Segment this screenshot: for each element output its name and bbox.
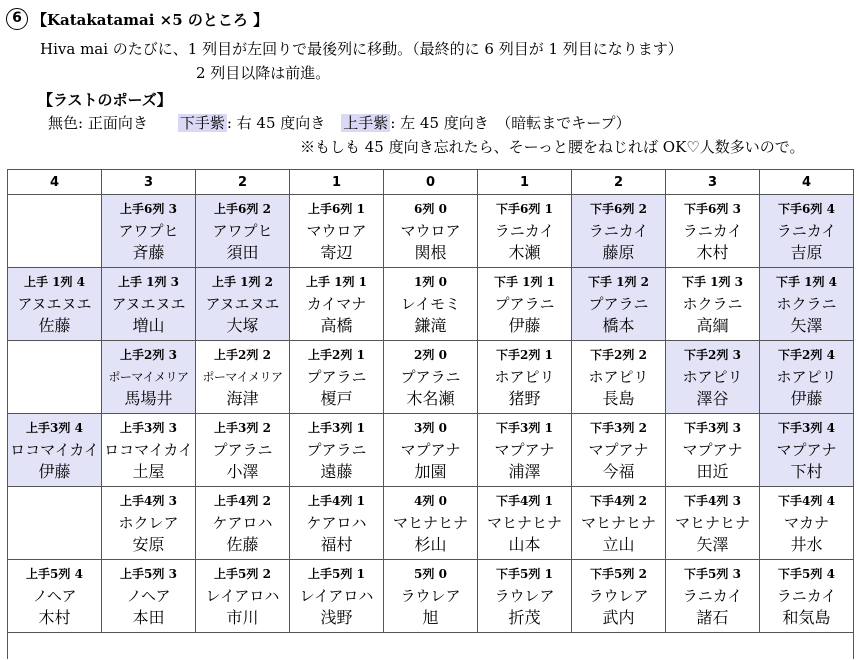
formation-cell xyxy=(478,414,572,487)
cell-position: 上手2列 3 xyxy=(120,348,177,362)
formation-cell xyxy=(760,414,854,487)
column-header: 2 xyxy=(572,170,666,195)
cell-song: ノヘア xyxy=(126,587,171,605)
cell-position: 下手5列 1 xyxy=(496,567,553,581)
cell-dancer-name: 小澤 xyxy=(226,462,259,481)
cell-position: 下手4列 1 xyxy=(496,494,553,508)
formation-cell xyxy=(572,560,666,633)
formation-cell xyxy=(102,487,196,560)
cell-song: アヌエヌエ xyxy=(205,295,280,313)
pose-upper-rest: : 左 45 度向き （暗転までキープ） xyxy=(390,114,631,132)
cell-dancer-name: 木村 xyxy=(696,243,729,262)
formation-cell xyxy=(666,560,760,633)
section-title: 【Katakatamai ×5 のところ 】 xyxy=(32,11,269,29)
cell-position: 4列 0 xyxy=(414,494,447,508)
cell-position: 3列 0 xyxy=(414,421,447,435)
cell-position: 上手2列 2 xyxy=(214,348,271,362)
section-number-badge: 6 xyxy=(6,8,28,30)
formation-cell xyxy=(290,268,384,341)
cell-dancer-name: 須田 xyxy=(226,243,259,262)
formation-cell xyxy=(384,341,478,414)
cell-song: ホクレア xyxy=(118,514,179,532)
cell-dancer-name: 旭 xyxy=(422,608,439,627)
cell-song: プアラニ xyxy=(494,295,555,313)
formation-cell xyxy=(572,341,666,414)
column-header: 3 xyxy=(666,170,760,195)
cell-position: 6列 0 xyxy=(414,202,447,216)
cell-dancer-name: 伊藤 xyxy=(790,389,823,408)
cell-song: ラウレア xyxy=(400,587,461,605)
cell-position: 1列 0 xyxy=(414,275,447,289)
cell-song: アワプヒ xyxy=(212,222,273,240)
column-header: 0 xyxy=(384,170,478,195)
cell-dancer-name: 井水 xyxy=(790,535,823,554)
cell-song: ロコマイカイ xyxy=(104,441,193,459)
cell-position: 下手4列 2 xyxy=(590,494,647,508)
cell-position: 上手5列 1 xyxy=(308,567,365,581)
cell-dancer-name: 木名瀬 xyxy=(406,389,455,408)
formation-cell xyxy=(478,195,572,268)
section-header xyxy=(0,0,860,165)
cell-position: 上手4列 3 xyxy=(120,494,177,508)
formation-cell xyxy=(196,195,290,268)
cell-dancer-name: 増山 xyxy=(132,316,165,335)
cell-song: ラニカイ xyxy=(494,222,555,240)
formation-cell xyxy=(196,341,290,414)
cell-song: ホクラニ xyxy=(682,295,743,313)
formation-cell xyxy=(8,414,102,487)
pose-plain: 無色: 正面向き xyxy=(48,114,148,132)
formation-body xyxy=(8,195,854,633)
cell-dancer-name: 遠藤 xyxy=(320,462,353,481)
cell-dancer-name: 木瀬 xyxy=(508,243,541,262)
cell-song: プアラニ xyxy=(212,441,273,459)
table-bottom-margin xyxy=(7,629,854,659)
cell-dancer-name: 福村 xyxy=(320,535,353,554)
cell-position: 上手6列 3 xyxy=(120,202,177,216)
formation-cell xyxy=(572,195,666,268)
cell-dancer-name: 馬場井 xyxy=(124,389,173,408)
cell-dancer-name: 本田 xyxy=(132,608,165,627)
cell-dancer-name: 伊藤 xyxy=(508,316,541,335)
cell-song: ラニカイ xyxy=(588,222,649,240)
formation-cell xyxy=(666,268,760,341)
formation-cell xyxy=(760,560,854,633)
cell-dancer-name: 吉原 xyxy=(790,243,823,262)
cell-song: マプアナ xyxy=(682,441,743,459)
cell-dancer-name: 市川 xyxy=(226,608,259,627)
formation-row xyxy=(8,341,854,414)
formation-cell xyxy=(760,487,854,560)
formation-cell xyxy=(8,560,102,633)
formation-cell xyxy=(102,341,196,414)
cell-position: 上手4列 2 xyxy=(214,494,271,508)
cell-position: 上手3列 3 xyxy=(120,421,177,435)
cell-song: ラウレア xyxy=(494,587,555,605)
cell-song: ラニカイ xyxy=(776,587,837,605)
cell-dancer-name: 浦澤 xyxy=(508,462,541,481)
cell-position: 下手2列 4 xyxy=(778,348,835,362)
formation-cell xyxy=(8,268,102,341)
formation-cell xyxy=(290,560,384,633)
formation-cell xyxy=(384,195,478,268)
cell-position: 下手3列 1 xyxy=(496,421,553,435)
column-header: 1 xyxy=(290,170,384,195)
instruction-line-2: 2 列目以降は前進。 xyxy=(196,64,331,82)
cell-position: 上手3列 1 xyxy=(308,421,365,435)
cell-dancer-name: 下村 xyxy=(790,462,823,481)
formation-cell xyxy=(196,560,290,633)
formation-cell xyxy=(760,341,854,414)
formation-cell xyxy=(478,341,572,414)
cell-position: 上手3列 2 xyxy=(214,421,271,435)
cell-dancer-name: 山本 xyxy=(508,535,541,554)
formation-row xyxy=(8,195,854,268)
cell-dancer-name: 斉藤 xyxy=(132,243,165,262)
cell-dancer-name: 加園 xyxy=(414,462,447,481)
cell-song: マウロア xyxy=(400,222,461,240)
cell-position: 上手 1列 4 xyxy=(23,275,86,289)
formation-cell xyxy=(666,195,760,268)
cell-dancer-name: 高綱 xyxy=(696,316,729,335)
cell-dancer-name: 佐藤 xyxy=(226,535,259,554)
cell-position: 下手5列 2 xyxy=(590,567,647,581)
cell-position: 下手2列 1 xyxy=(496,348,553,362)
pose-note: ※もしも 45 度向き忘れたら、そーっと腰をねじれば OK♡人数多いので。 xyxy=(300,138,805,156)
cell-position: 上手2列 1 xyxy=(308,348,365,362)
formation-cell xyxy=(478,560,572,633)
cell-dancer-name: 矢澤 xyxy=(696,535,729,554)
cell-song: プアラニ xyxy=(306,368,367,386)
cell-song: プアラニ xyxy=(306,441,367,459)
cell-song: マヒナヒナ xyxy=(674,514,750,532)
formation-cell xyxy=(572,414,666,487)
cell-song: マプアナ xyxy=(776,441,837,459)
cell-song: カイマナ xyxy=(306,295,367,313)
cell-song: プアラニ xyxy=(588,295,649,313)
formation-table xyxy=(7,169,854,633)
cell-dancer-name: 澤谷 xyxy=(696,389,729,408)
cell-song: マプアナ xyxy=(400,441,461,459)
formation-cell xyxy=(196,268,290,341)
cell-song: アヌエヌエ xyxy=(17,295,92,313)
formation-cell xyxy=(102,195,196,268)
cell-dancer-name: 土屋 xyxy=(132,462,165,481)
formation-cell xyxy=(384,560,478,633)
formation-row xyxy=(8,414,854,487)
last-pose-title: 【ラストのポーズ】 xyxy=(38,91,172,109)
cell-song: マヒナヒナ xyxy=(580,514,656,532)
cell-position: 下手5列 3 xyxy=(684,567,741,581)
cell-dancer-name: 矢澤 xyxy=(790,316,823,335)
formation-row xyxy=(8,268,854,341)
formation-cell xyxy=(760,268,854,341)
cell-position: 下手6列 4 xyxy=(778,202,835,216)
cell-dancer-name: 海津 xyxy=(226,389,259,408)
cell-song: ポーマイメリア xyxy=(108,370,189,384)
cell-song: ラニカイ xyxy=(682,222,743,240)
cell-dancer-name: 諸石 xyxy=(696,608,729,627)
formation-cell xyxy=(384,268,478,341)
cell-position: 上手6列 2 xyxy=(214,202,271,216)
formation-cell xyxy=(8,487,102,560)
cell-position: 上手 1列 2 xyxy=(211,275,274,289)
cell-song: レイアロハ xyxy=(299,587,374,605)
cell-position: 上手5列 4 xyxy=(26,567,83,581)
pose-description xyxy=(48,112,631,133)
cell-position: 下手4列 3 xyxy=(684,494,741,508)
cell-dancer-name: 猪野 xyxy=(508,389,541,408)
cell-song: ラニカイ xyxy=(776,222,837,240)
cell-song: ホアピリ xyxy=(776,368,837,386)
cell-song: アワプヒ xyxy=(118,222,179,240)
cell-position: 下手 1列 2 xyxy=(587,275,650,289)
formation-cell xyxy=(8,341,102,414)
cell-dancer-name: 長島 xyxy=(602,389,635,408)
cell-position: 下手4列 4 xyxy=(778,494,835,508)
cell-position: 上手4列 1 xyxy=(308,494,365,508)
formation-cell xyxy=(666,487,760,560)
cell-song: マウロア xyxy=(306,222,367,240)
formation-row xyxy=(8,560,854,633)
cell-song: マプアナ xyxy=(494,441,555,459)
pose-upper-label: 上手紫 xyxy=(343,114,389,132)
cell-position: 下手5列 4 xyxy=(778,567,835,581)
cell-dancer-name: 橋本 xyxy=(602,316,635,335)
formation-cell xyxy=(572,487,666,560)
cell-song: マカナ xyxy=(783,514,829,532)
cell-position: 上手3列 4 xyxy=(26,421,83,435)
formation-cell xyxy=(666,414,760,487)
formation-cell xyxy=(760,195,854,268)
column-header-row xyxy=(8,170,854,195)
cell-dancer-name: 佐藤 xyxy=(38,316,71,335)
cell-dancer-name: 関根 xyxy=(414,243,447,262)
formation-cell xyxy=(290,414,384,487)
instruction-line-1: Hiva mai のたびに、1 列目が左回りで最後列に移動。（最終的に 6 列目が 1 列目になります） xyxy=(40,40,683,58)
cell-position: 下手6列 1 xyxy=(496,202,553,216)
cell-song: レイアロハ xyxy=(205,587,280,605)
formation-cell xyxy=(478,268,572,341)
cell-song: アヌエヌエ xyxy=(111,295,186,313)
cell-position: 5列 0 xyxy=(414,567,447,581)
formation-cell xyxy=(8,195,102,268)
cell-position: 下手2列 3 xyxy=(684,348,741,362)
cell-song: ホアピリ xyxy=(588,368,649,386)
cell-position: 下手 1列 1 xyxy=(493,275,556,289)
formation-cell xyxy=(102,560,196,633)
cell-position: 下手2列 2 xyxy=(590,348,647,362)
formation-cell xyxy=(290,341,384,414)
cell-position: 上手5列 3 xyxy=(120,567,177,581)
cell-dancer-name: 伊藤 xyxy=(38,462,71,481)
cell-dancer-name: 和気島 xyxy=(782,608,831,627)
cell-dancer-name: 今福 xyxy=(602,462,635,481)
cell-position: 下手 1列 4 xyxy=(775,275,838,289)
column-header: 3 xyxy=(102,170,196,195)
cell-song: マヒナヒナ xyxy=(392,514,468,532)
formation-cell xyxy=(196,487,290,560)
cell-dancer-name: 武内 xyxy=(602,608,635,627)
cell-dancer-name: 田近 xyxy=(696,462,729,481)
formation-cell xyxy=(290,487,384,560)
cell-position: 下手3列 2 xyxy=(590,421,647,435)
cell-dancer-name: 杉山 xyxy=(414,535,447,554)
cell-song: マヒナヒナ xyxy=(486,514,562,532)
formation-row xyxy=(8,487,854,560)
cell-song: ラニカイ xyxy=(682,587,743,605)
cell-dancer-name: 寄辺 xyxy=(320,243,353,262)
cell-song: マプアナ xyxy=(588,441,649,459)
cell-position: 上手 1列 3 xyxy=(117,275,180,289)
formation-cell xyxy=(102,414,196,487)
cell-song: ケアロハ xyxy=(306,514,367,532)
cell-dancer-name: 大塚 xyxy=(226,316,259,335)
cell-dancer-name: 浅野 xyxy=(320,608,353,627)
cell-song: レイモミ xyxy=(400,295,461,313)
cell-song: ホアピリ xyxy=(682,368,743,386)
cell-position: 上手 1列 1 xyxy=(305,275,368,289)
cell-position: 上手5列 2 xyxy=(214,567,271,581)
cell-dancer-name: 高橋 xyxy=(320,316,353,335)
formation-cell xyxy=(666,341,760,414)
cell-song: ポーマイメリア xyxy=(202,370,283,384)
cell-dancer-name: 立山 xyxy=(602,535,635,554)
cell-song: ケアロハ xyxy=(212,514,273,532)
column-header: 1 xyxy=(478,170,572,195)
pose-lower-label: 下手紫 xyxy=(179,114,225,132)
cell-song: ホクラニ xyxy=(776,295,837,313)
cell-position: 下手3列 3 xyxy=(684,421,741,435)
cell-position: 下手6列 3 xyxy=(684,202,741,216)
cell-song: ノヘア xyxy=(32,587,77,605)
cell-song: ホアピリ xyxy=(494,368,555,386)
cell-dancer-name: 折茂 xyxy=(508,608,541,627)
column-header: 4 xyxy=(760,170,854,195)
cell-song: ロコマイカイ xyxy=(10,441,99,459)
formation-cell xyxy=(290,195,384,268)
pose-lower-rest: : 右 45 度向き xyxy=(226,114,326,132)
cell-position: 上手6列 1 xyxy=(308,202,365,216)
formation-cell xyxy=(102,268,196,341)
formation-cell xyxy=(196,414,290,487)
cell-song: プアラニ xyxy=(400,368,461,386)
formation-cell xyxy=(478,487,572,560)
cell-position: 2列 0 xyxy=(414,348,447,362)
formation-cell xyxy=(384,487,478,560)
formation-cell xyxy=(572,268,666,341)
cell-dancer-name: 安原 xyxy=(132,535,165,554)
cell-position: 下手6列 2 xyxy=(590,202,647,216)
cell-song: ラウレア xyxy=(588,587,649,605)
column-header: 4 xyxy=(8,170,102,195)
cell-position: 下手 1列 3 xyxy=(681,275,744,289)
cell-dancer-name: 木村 xyxy=(38,608,71,627)
column-header: 2 xyxy=(196,170,290,195)
cell-position: 下手3列 4 xyxy=(778,421,835,435)
cell-dancer-name: 鎌滝 xyxy=(414,316,447,335)
formation-cell xyxy=(384,414,478,487)
cell-dancer-name: 榎戸 xyxy=(320,389,353,408)
cell-dancer-name: 藤原 xyxy=(602,243,635,262)
